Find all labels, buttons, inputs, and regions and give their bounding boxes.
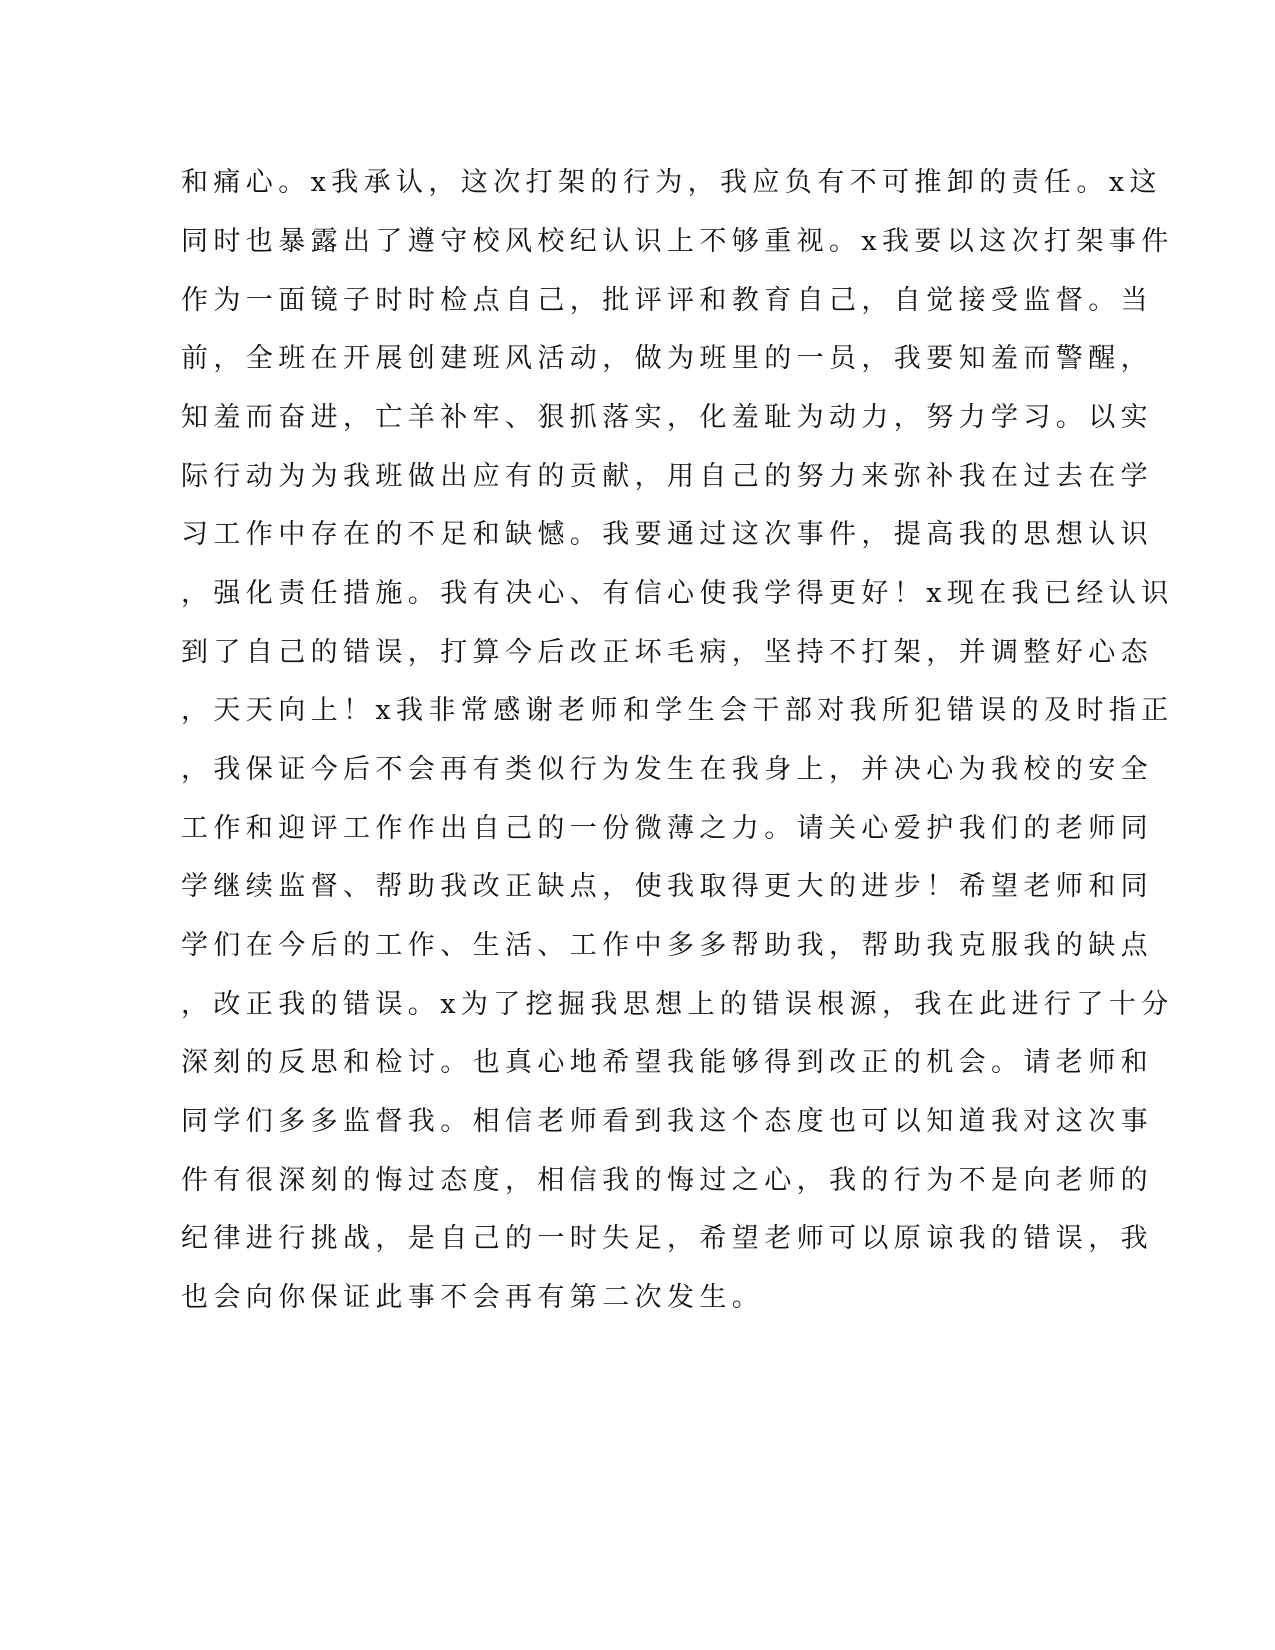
text-line: 知羞而奋进，亡羊补牢、狠抓落实，化羞耻为动力，努力学习。以实 xyxy=(181,402,1153,433)
text-line: ，我保证今后不会再有类似行为发生在我身上，并决心为我校的安全 xyxy=(181,754,1153,785)
text-line: 件有很深刻的悔过态度，相信我的悔过之心，我的行为不是向老师的 xyxy=(181,1165,1153,1196)
text-line: 到了自己的错误，打算今后改正坏毛病，坚持不打架，并调整好心态 xyxy=(181,637,1153,668)
text-line: ，强化责任措施。我有决心、有信心使我学得更好！x现在我已经认识 xyxy=(181,578,1174,609)
text-line: 同时也暴露出了遵守校风校纪认识上不够重视。x我要以这次打架事件 xyxy=(181,226,1174,257)
text-line: 习工作中存在的不足和缺憾。我要通过这次事件，提高我的思想认识 xyxy=(181,519,1153,550)
text-line: ，天天向上！x我非常感谢老师和学生会干部对我所犯错误的及时指正 xyxy=(181,695,1174,726)
text-line: 学们在今后的工作、生活、工作中多多帮助我，帮助我克服我的缺点 xyxy=(181,930,1153,961)
text-line: 前，全班在开展创建班风活动，做为班里的一员，我要知羞而警醒， xyxy=(181,343,1153,374)
text-line: 同学们多多监督我。相信老师看到我这个态度也可以知道我对这次事 xyxy=(181,1106,1153,1137)
text-line: 深刻的反思和检讨。也真心地希望我能够得到改正的机会。请老师和 xyxy=(181,1047,1153,1078)
text-line: 学继续监督、帮助我改正缺点，使我取得更大的进步！希望老师和同 xyxy=(181,871,1153,902)
text-line: 作为一面镜子时时检点自己，批评评和教育自己，自觉接受监督。当 xyxy=(181,285,1153,316)
text-line: 和痛心。x我承认，这次打架的行为，我应负有不可推卸的责任。x这 xyxy=(181,167,1162,198)
text-line: 也会向你保证此事不会再有第二次发生。 xyxy=(181,1282,765,1313)
text-line: 纪律进行挑战，是自己的一时失足，希望老师可以原谅我的错误，我 xyxy=(181,1223,1153,1254)
text-line: 际行动为为我班做出应有的贡献，用自己的努力来弥补我在过去在学 xyxy=(181,461,1153,492)
text-line: 工作和迎评工作作出自己的一份微薄之力。请关心爱护我们的老师同 xyxy=(181,813,1153,844)
text-line: ，改正我的错误。x为了挖掘我思想上的错误根源，我在此进行了十分 xyxy=(181,989,1174,1020)
